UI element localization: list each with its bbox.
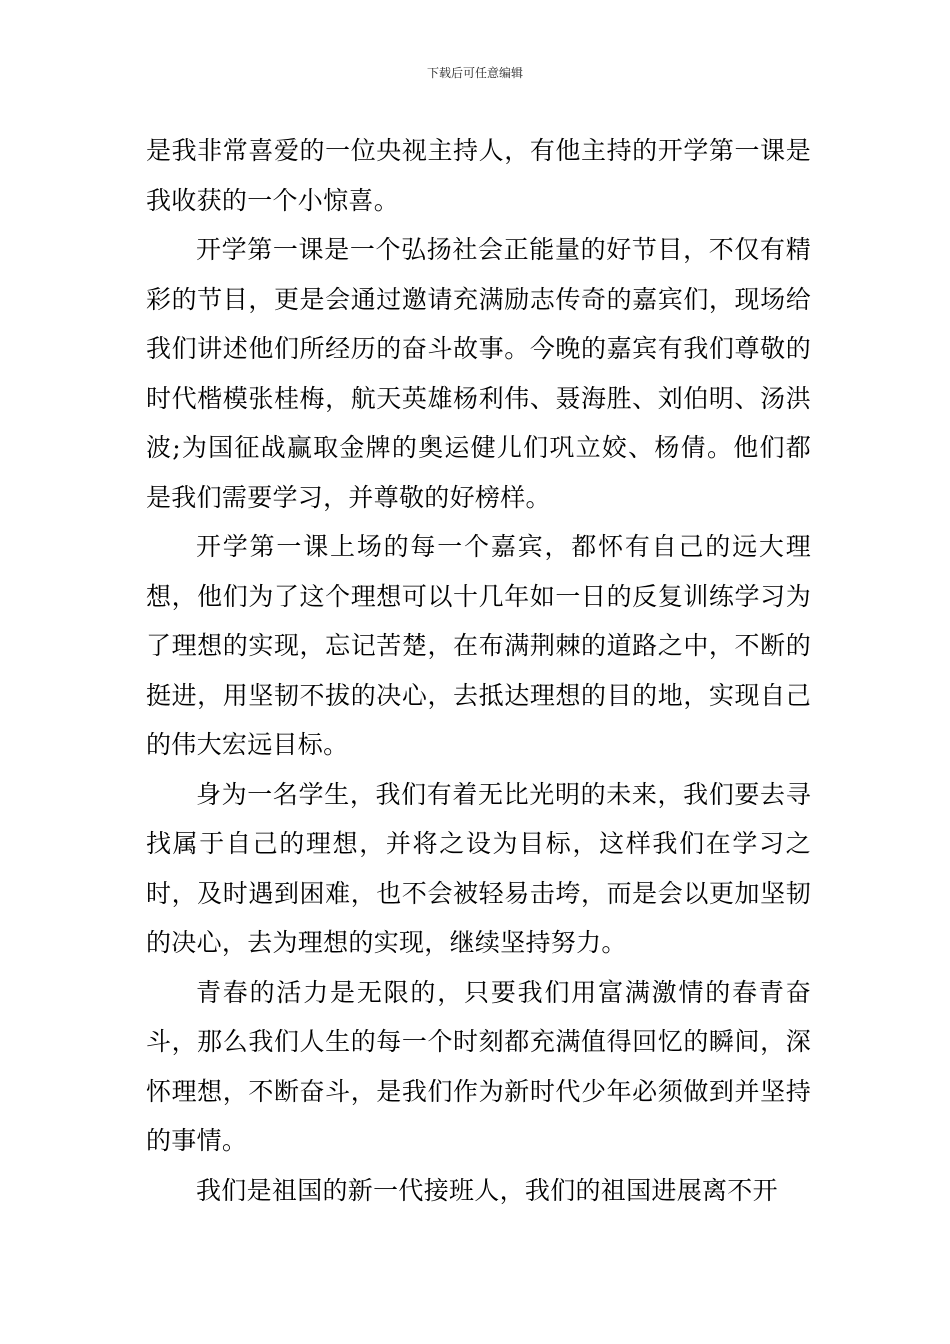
document-body <box>146 126 811 1215</box>
paragraph-5: 青春的活力是无限的，只要我们用富满激情的春青奋斗，那么我们人生的每一个时刻都充满值得回忆的瞬间，深怀理想，不断奋斗，是我们作为新时代少年必须做到并坚持的事情。 <box>146 977 811 1155</box>
paragraph-2: 开学第一课是一个弘扬社会正能量的好节目，不仅有精彩的节目，更是会通过邀请充满励志传奇的嘉宾们，现场给我们讲述他们所经历的奋斗故事。今晚的嘉宾有我们尊敬的时代楷模张桂梅，航天英雄杨利伟、聂海胜、刘伯明、汤洪波;为国征战赢取金牌的奥运健儿们巩立姣、杨倩。他们都是我们需要学习，并尊敬的好榜样。 <box>146 235 811 512</box>
paragraph-6: 我们是祖国的新一代接班人，我们的祖国进展离不开 <box>196 1175 778 1205</box>
paragraph-3: 开学第一课上场的每一个嘉宾，都怀有自己的远大理想，他们为了这个理想可以十几年如一日的反复训练学习为了理想的实现，忘记苦楚，在布满荆棘的道路之中，不断的挺进，用坚韧不拔的决心，去抵达理想的目的地，实现自己的伟大宏远目标。 <box>146 532 811 759</box>
paragraph-4: 身为一名学生，我们有着无比光明的未来，我们要去寻找属于自己的理想，并将之设为目标，这样我们在学习之时，及时遇到困难，也不会被轻易击垮，而是会以更加坚韧的决心，去为理想的实现，继续坚持努力。 <box>146 779 811 957</box>
page-header: 下载后可任意编辑 <box>426 66 523 80</box>
paragraph-1: 是我非常喜爱的一位央视主持人，有他主持的开学第一课是我收获的一个小惊喜。 <box>146 136 811 215</box>
